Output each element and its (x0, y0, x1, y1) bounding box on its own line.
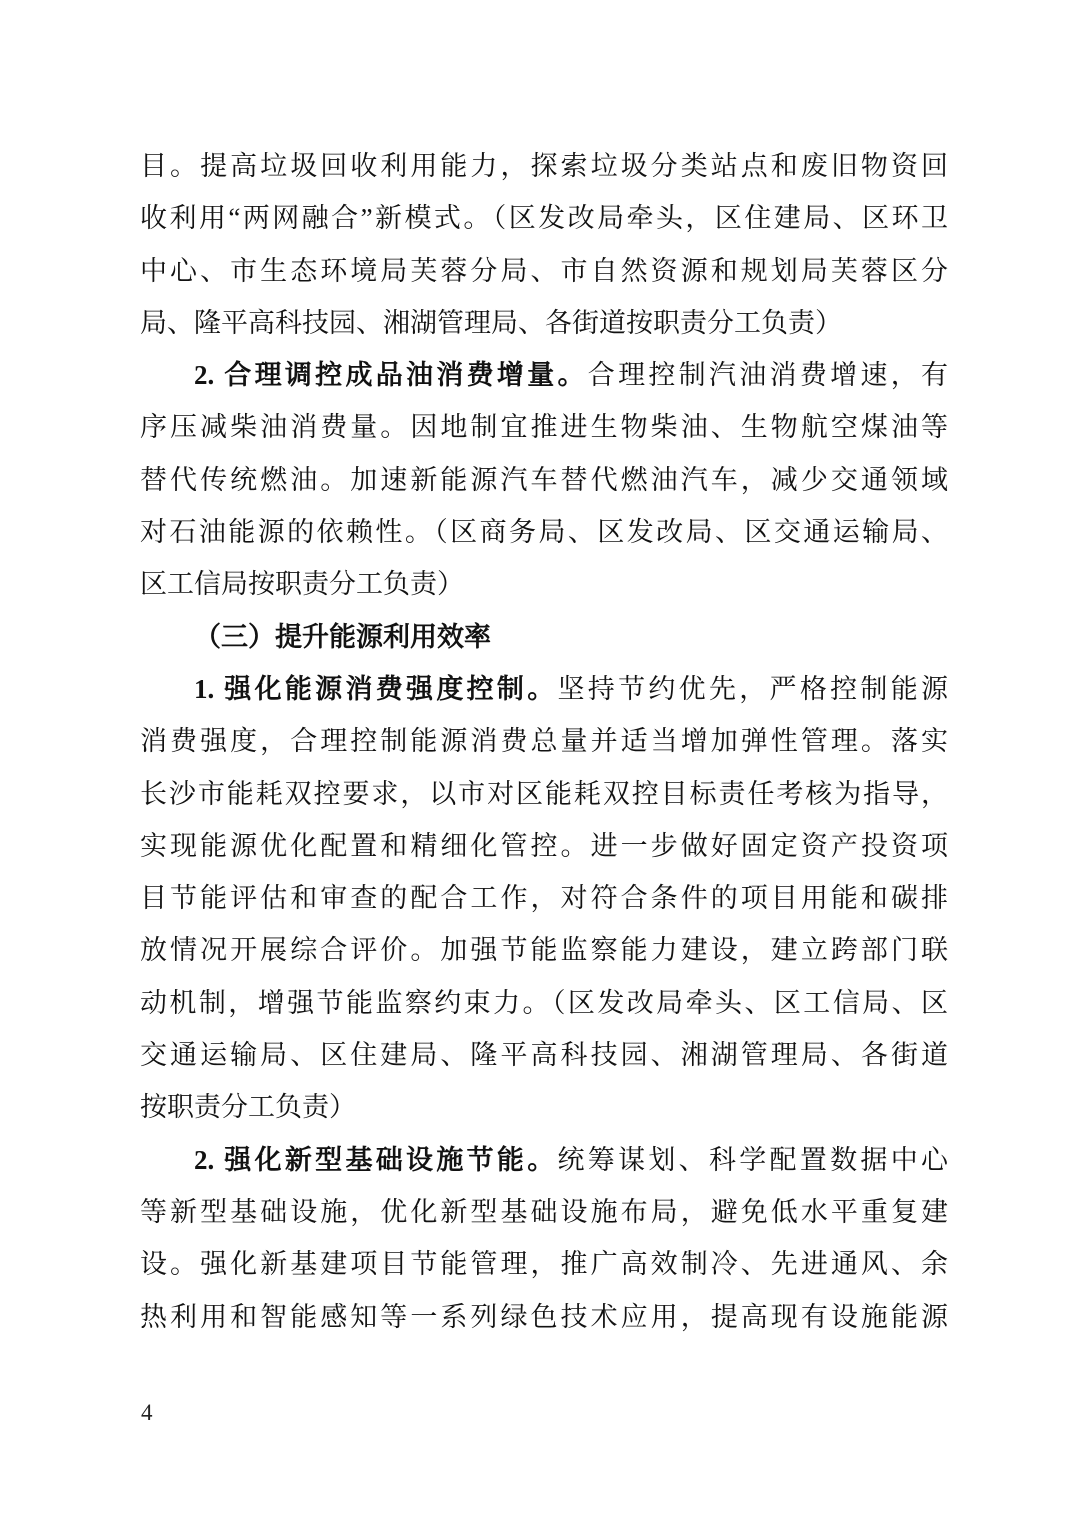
text-run: 放情况开展综合评价。加强节能监察能力建设，建立跨部门联 (140, 935, 948, 966)
text-run: 目节能评估和审查的配合工作，对符合条件的项目用能和碳排 (140, 883, 948, 914)
text-run: 统筹谋划、科学配置数据中心 (557, 1144, 948, 1175)
text-line (140, 454, 948, 506)
text-run: 动机制，增强节能监察约束力。（区发改局牵头、区工信局、区 (140, 987, 948, 1018)
text-line (140, 1081, 948, 1133)
text-line (140, 297, 948, 349)
text-line (140, 140, 948, 192)
text-run: 坚持节约优先，严格控制能源 (557, 673, 948, 704)
text-run: 长沙市能耗双控要求，以市对区能耗双控目标责任考核为指导， (140, 778, 948, 809)
text-run: 等新型基础设施，优化新型基础设施布局，避免低水平重复建 (140, 1196, 948, 1227)
text-run: 中心、市生态环境局芙蓉分局、市自然资源和规划局芙蓉区分 (140, 255, 948, 286)
text-line (140, 1134, 948, 1186)
text-line (140, 977, 948, 1029)
text-line (140, 1029, 948, 1081)
text-run: 合理控制汽油消费增速，有 (587, 360, 948, 391)
text-run: 区工信局按职责分工负责） (140, 569, 464, 600)
text-line (140, 1186, 948, 1238)
text-line (140, 820, 948, 872)
page-number: 4 (141, 1400, 153, 1425)
text-run: 替代传统燃油。加速新能源汽车替代燃油汽车，减少交通领域 (140, 464, 948, 495)
text-line (140, 245, 948, 297)
text-block (140, 140, 948, 1343)
text-line (140, 924, 948, 976)
bold-run: （三）提升能源利用效率 (194, 621, 491, 652)
text-run: 目。提高垃圾回收利用能力，探索垃圾分类站点和废旧物资回 (140, 151, 948, 181)
text-run: 局、隆平高科技园、湘湖管理局、各街道按职责分工负责） (140, 307, 842, 338)
bold-run: 1. 强化能源消费强度控制。 (194, 673, 558, 704)
text-line (140, 192, 948, 244)
text-line (140, 506, 948, 558)
text-line (140, 1238, 948, 1290)
section-heading (140, 611, 948, 663)
bold-run: 2. 强化新型基础设施节能。 (194, 1144, 558, 1175)
text-run: 设。强化新基建项目节能管理，推广高效制冷、先进通风、余 (140, 1249, 948, 1280)
text-run: 实现能源优化配置和精细化管控。进一步做好固定资产投资项 (140, 830, 948, 861)
text-run: 交通运输局、区住建局、隆平高科技园、湘湖管理局、各街道 (140, 1040, 948, 1071)
text-run: 消费强度，合理控制能源消费总量并适当增加弹性管理。落实 (140, 726, 948, 757)
text-line (140, 349, 948, 401)
bold-run: 2. 合理调控成品油消费增量。 (194, 360, 588, 391)
text-run: 收利用“两网融合”新模式。（区发改局牵头，区住建局、区环卫 (140, 203, 948, 234)
text-run: 对石油能源的依赖性。（区商务局、区发改局、区交通运输局、 (140, 517, 948, 548)
text-line (140, 872, 948, 924)
text-run: 热利用和智能感知等一系列绿色技术应用，提高现有设施能源 (140, 1301, 948, 1332)
text-line (140, 1291, 948, 1343)
text-line (140, 768, 948, 820)
text-run: 序压减柴油消费量。因地制宜推进生物柴油、生物航空煤油等 (140, 412, 948, 443)
text-line (140, 401, 948, 453)
text-line (140, 663, 948, 715)
text-run: 按职责分工负责） (140, 1092, 356, 1123)
text-line (140, 715, 948, 767)
text-line (140, 558, 948, 610)
